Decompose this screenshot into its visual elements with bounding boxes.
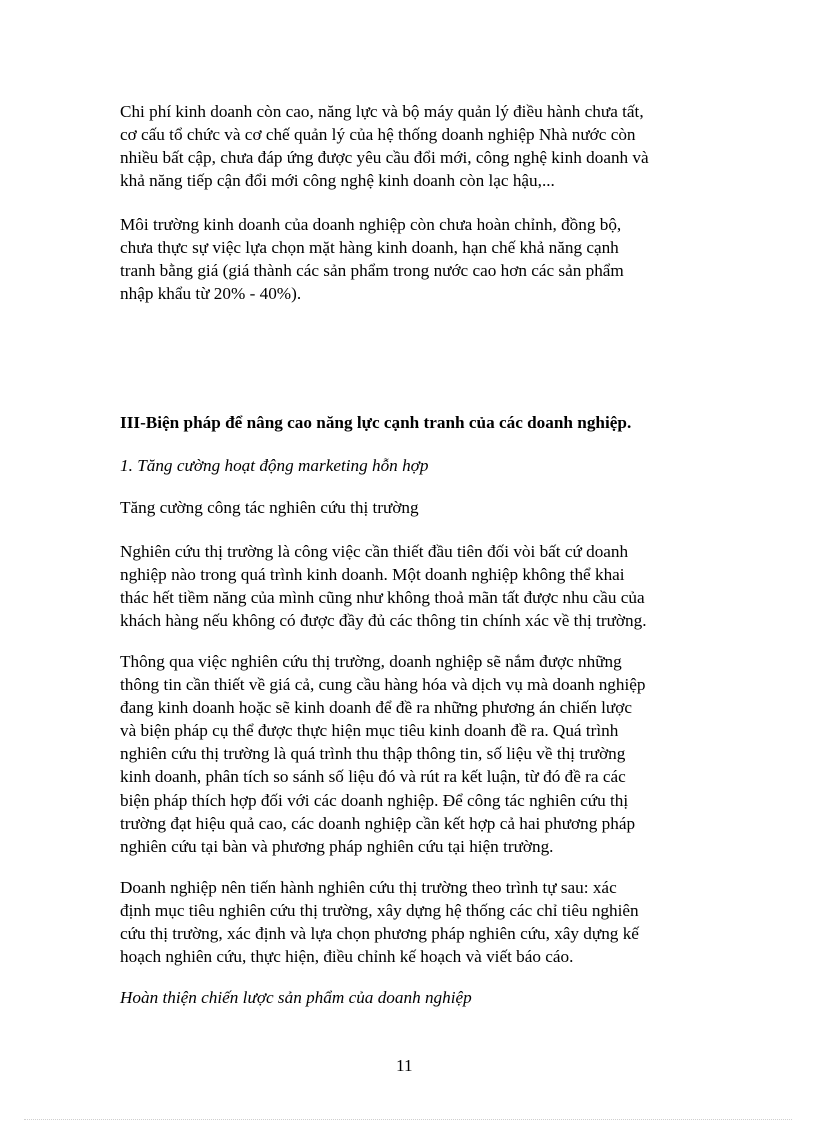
text-line: khách hàng nếu không có được đầy đủ các thông tin chính xác về thị trường. (120, 611, 647, 631)
text-line: Doanh nghiệp nên tiến hành nghiên cứu thị trường theo trình tự sau: xác (120, 878, 617, 897)
paragraph-business-costs (120, 100, 710, 192)
paragraph-market-research-title (120, 496, 710, 519)
subsection-heading-product-strategy (120, 986, 710, 1009)
text-line: cơ cấu tổ chức và cơ chế quản lý của hệ thống doanh nghiệp Nhà nước còn (120, 125, 636, 145)
page-bottom-border (24, 1119, 792, 1120)
paragraph-business-environment (120, 213, 710, 305)
paragraph-market-research-process (120, 650, 710, 858)
text-line: biện pháp thích hợp đối với các doanh nghiệp. Để công tác nghiên cứu thị (120, 790, 629, 810)
text-line: nhiều bất cập, chưa đáp ứng được yêu cầu đổi mới, công nghệ kinh doanh và (120, 148, 649, 168)
subsection-heading-marketing (120, 454, 710, 477)
text-line: thông tin cần thiết về giá cả, cung cầu hàng hóa và dịch vụ mà doanh nghiệp (120, 675, 646, 695)
text-line: trường đạt hiệu quả cao, các doanh nghiệp cần kết hợp cả hai phương pháp (120, 813, 636, 833)
text-line: chưa thực sự việc lựa chọn mặt hàng kinh doanh, hạn chế khả năng cạnh (120, 238, 619, 258)
text-line: Tăng cường công tác nghiên cứu thị trường (120, 498, 419, 517)
paragraph-market-research-need (120, 540, 710, 632)
heading-text: III-Biện pháp để nâng cao năng lực cạnh tranh của các doanh nghiệp. (120, 413, 632, 432)
subheading-text: 1. Tăng cường hoạt động marketing hỗn hợp (120, 456, 429, 475)
text-line: Chi phí kinh doanh còn cao, năng lực và bộ máy quản lý điều hành chưa tất, (120, 102, 644, 121)
text-line: Thông qua việc nghiên cứu thị trường, doanh nghiệp sẽ nắm được những (120, 652, 622, 671)
text-line: kinh doanh, phân tích so sánh số liệu đó và rút ra kết luận, từ đó đề ra các (120, 767, 626, 787)
section-heading (120, 411, 740, 434)
text-line: Nghiên cứu thị trường là công việc cần thiết đầu tiên đối vòi bất cứ doanh (120, 542, 629, 561)
text-line: định mục tiêu nghiên cứu thị trường, xây dựng hệ thống các chỉ tiêu nghiên (120, 901, 639, 921)
paragraph-research-steps (120, 876, 710, 968)
text-line: nghiệp nào trong quá trình kinh doanh. Một doanh nghiệp không thể khai (120, 565, 625, 585)
text-line: và biện pháp cụ thể được thực hiện mục tiêu kinh doanh đề ra. Quá trình (120, 721, 619, 741)
page-number: 11 (396, 1056, 413, 1075)
text-line: nghiên cứu tại bàn và phương pháp nghiên cứu tại hiện trường. (120, 836, 554, 856)
text-line: khả năng tiếp cận đổi mới công nghệ kinh doanh còn lạc hậu,... (120, 171, 555, 191)
text-line: đang kinh doanh hoặc sẽ kinh doanh để đề ra những phương án chiến lược (120, 698, 632, 718)
text-line: Môi trường kinh doanh của doanh nghiệp còn chưa hoàn chỉnh, đồng bộ, (120, 215, 622, 234)
text-line: hoạch nghiên cứu, thực hiện, điều chỉnh kế hoạch và viết báo cáo. (120, 947, 574, 967)
text-line: tranh bằng giá (giá thành các sản phẩm trong nước cao hơn các sản phẩm (120, 261, 624, 281)
subheading-text: Hoàn thiện chiến lược sản phẩm của doanh nghiệp (120, 988, 472, 1007)
text-line: cứu thị trường, xác định và lựa chọn phương pháp nghiên cứu, xây dựng kế (120, 924, 639, 944)
text-line: nghiên cứu thị trường là quá trình thu thập thông tin, số liệu về thị trường (120, 744, 626, 764)
text-line: thác hết tiềm năng của mình cũng như không thoả mãn tất được nhu cầu của (120, 588, 645, 608)
text-line: nhập khẩu từ 20% - 40%). (120, 284, 302, 304)
